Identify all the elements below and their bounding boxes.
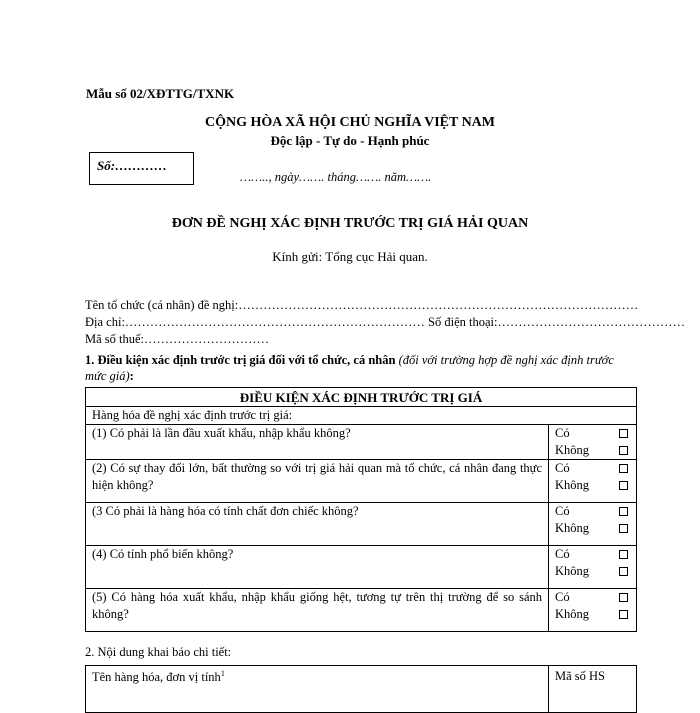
yes-label: Có <box>555 547 570 561</box>
answer-cell-2 <box>549 460 637 503</box>
section1-colon: : <box>129 369 134 383</box>
yes-label: Có <box>555 461 570 475</box>
checkbox-yes-4[interactable] <box>619 550 628 559</box>
form-code: Mẫu số 02/XĐTTG/TXNK <box>86 86 235 101</box>
answer-cell-1 <box>549 425 637 460</box>
answer-cell-4 <box>549 546 637 589</box>
question-4: (4) Có tính phổ biến không? <box>86 546 549 589</box>
no-label: Không <box>555 564 590 578</box>
org-name-field: Tên tổ chức (cá nhân) đề nghị:…………………………………………………………………………………… <box>85 298 639 312</box>
checkbox-no-1[interactable] <box>619 446 628 455</box>
no-label: Không <box>555 521 590 535</box>
checkbox-no-5[interactable] <box>619 610 628 619</box>
checkbox-yes-3[interactable] <box>619 507 628 516</box>
tax-code-field: Mã số thuế:………………………… <box>85 332 270 346</box>
goods-name-label: Tên hàng hóa, đơn vị tính <box>92 670 221 685</box>
no-label: Không <box>555 443 590 457</box>
no-label: Không <box>555 478 590 492</box>
goods-row <box>86 407 637 425</box>
goods-name-header <box>86 666 549 713</box>
checkbox-no-2[interactable] <box>619 481 628 490</box>
section1-heading <box>85 352 636 384</box>
footnote-mark: 1 <box>220 669 225 678</box>
checkbox-yes-1[interactable] <box>619 429 628 438</box>
question-2: (2) Có sự thay đổi lớn, bất thường so với trị giá hải quan mà tổ chức, cá nhân đang thực hiện không? <box>86 460 549 503</box>
question-row-3 <box>86 503 637 546</box>
checkbox-yes-5[interactable] <box>619 593 628 602</box>
conditions-table <box>85 387 637 632</box>
date-line: …….., ngày……. tháng……. năm……. <box>240 170 432 184</box>
question-row-5 <box>86 589 637 632</box>
checkbox-no-4[interactable] <box>619 567 628 576</box>
national-title: CỘNG HÒA XÃ HỘI CHỦ NGHĨA VIỆT NAM <box>204 115 495 130</box>
hs-code-header: Mã số HS <box>549 666 637 713</box>
document-title: ĐƠN ĐỀ NGHỊ XÁC ĐỊNH TRƯỚC TRỊ GIÁ HẢI QUAN <box>171 216 529 231</box>
question-row-1 <box>86 425 637 460</box>
answer-cell-3 <box>549 503 637 546</box>
question-row-4 <box>86 546 637 589</box>
yes-label: Có <box>555 504 570 518</box>
question-5: (5) Có hàng hóa xuất khẩu, nhập khẩu giống hệt, tương tự trên thị trường để so sánh không? <box>86 589 549 632</box>
no-label: Không <box>555 607 590 621</box>
address-field: Địa chỉ:……………………………………………………………… Số điện thoại:……………………………………… <box>85 315 685 329</box>
answer-cell-5 <box>549 589 637 632</box>
checkbox-yes-2[interactable] <box>619 464 628 473</box>
goods-label: Hàng hóa đề nghị xác định trước trị giá: <box>86 407 637 425</box>
question-row-2 <box>86 460 637 503</box>
yes-label: Có <box>555 426 570 440</box>
document-number-label: Số:………… <box>97 158 168 173</box>
conditions-header-row <box>86 388 637 407</box>
detail-table <box>85 665 637 713</box>
recipient: Kính gửi: Tổng cục Hải quan. <box>272 249 428 264</box>
national-motto: Độc lập - Tự do - Hạnh phúc <box>270 133 430 148</box>
section1-title: 1. Điều kiện xác định trước trị giá đối với tổ chức, cá nhân <box>85 353 396 367</box>
section1-note: (đối với trường hợp đề nghị xác định trước mức giá) <box>85 353 614 383</box>
conditions-header: ĐIỀU KIỆN XÁC ĐỊNH TRƯỚC TRỊ GIÁ <box>86 388 637 407</box>
section2-heading: 2. Nội dung khai báo chi tiết: <box>85 645 232 659</box>
yes-label: Có <box>555 590 570 604</box>
detail-header-row <box>86 666 637 713</box>
checkbox-no-3[interactable] <box>619 524 628 533</box>
question-3: (3 Có phải là hàng hóa có tính chất đơn chiếc không? <box>86 503 549 546</box>
question-1: (1) Có phải là lần đầu xuất khẩu, nhập khẩu không? <box>86 425 549 460</box>
